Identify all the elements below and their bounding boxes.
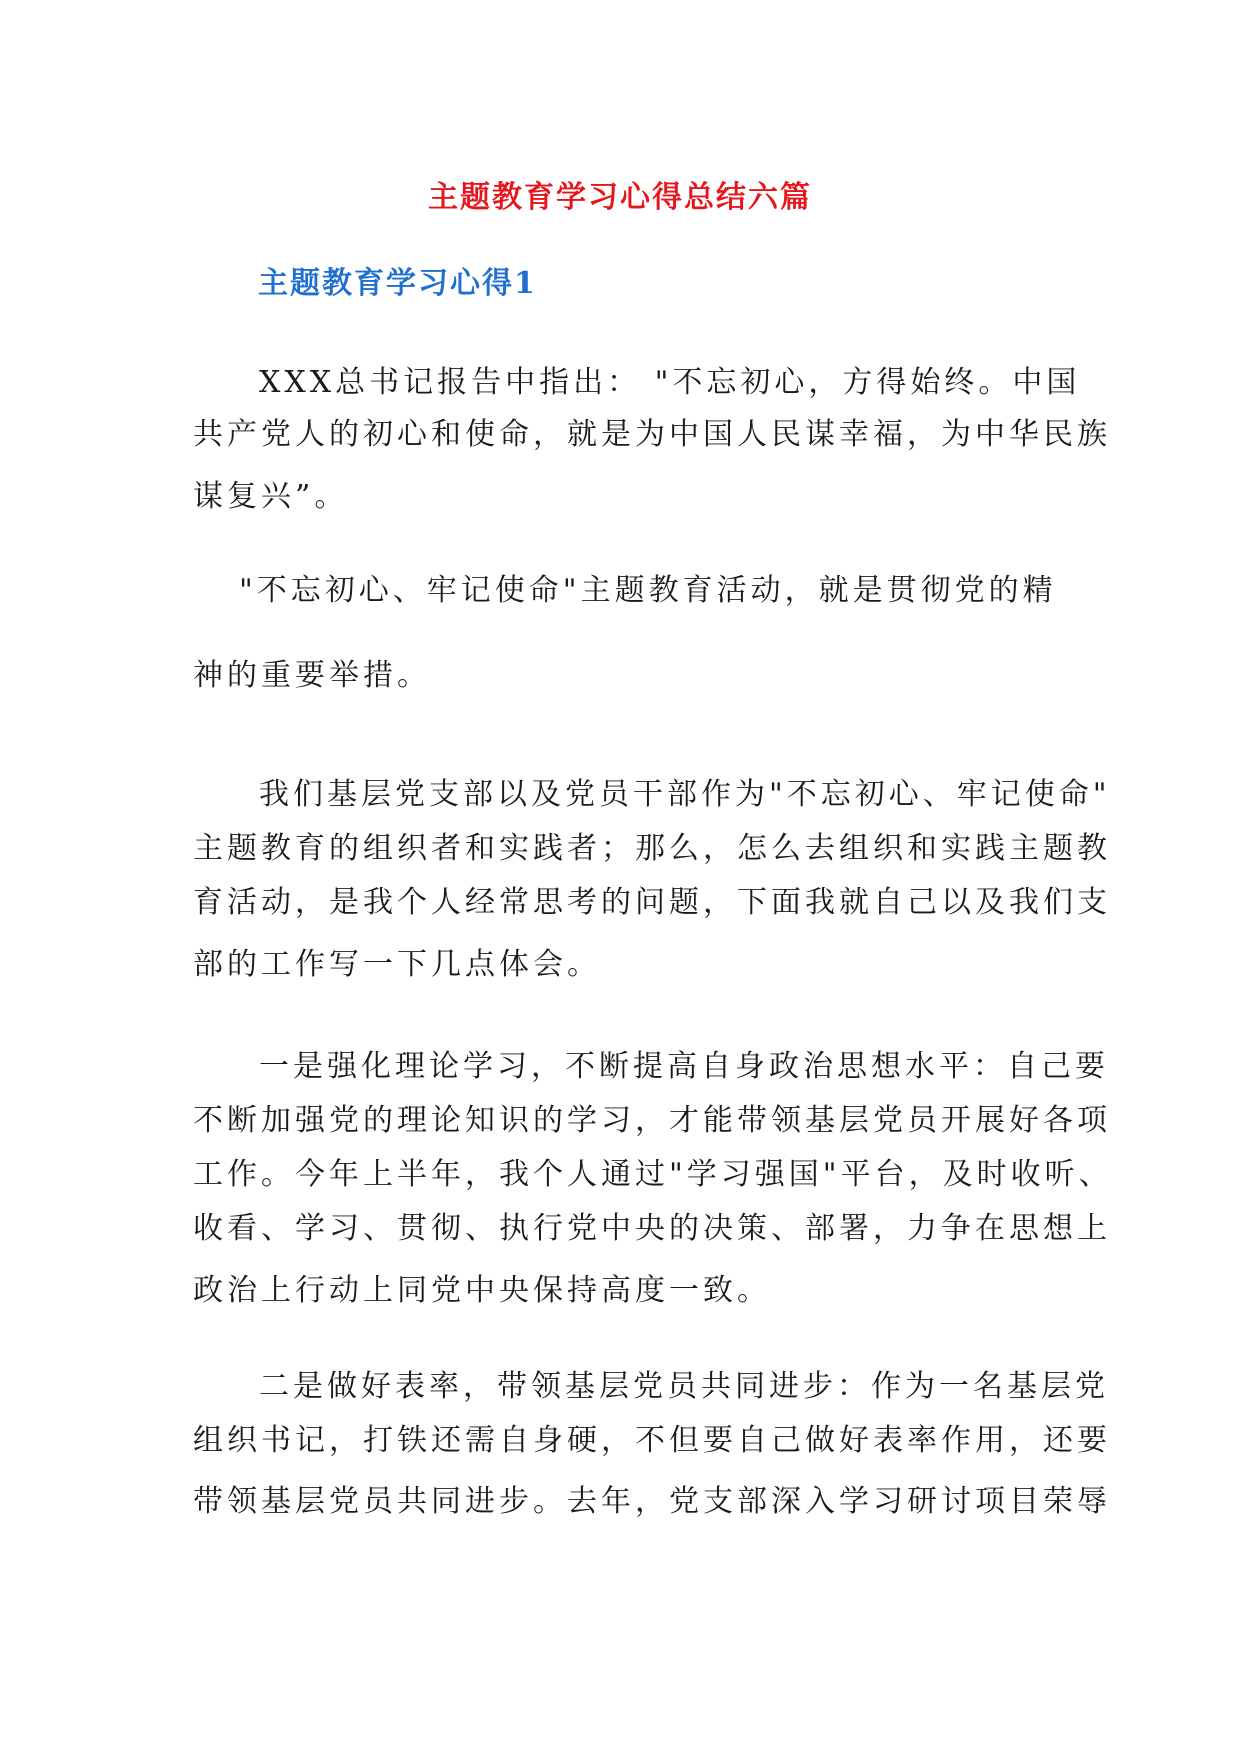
paragraph-line: 收看、学习、贯彻、执行党中央的决策、部署，力争在思想上 [193, 1211, 1111, 1246]
paragraph-line: 谋复兴”。 [193, 479, 349, 514]
paragraph-line: "不忘初心、牢记使命"主题教育活动，就是贯彻党的精 [239, 573, 1057, 608]
paragraph-line: XXX总书记报告中指出： "不忘初心，方得始终。中国 [259, 365, 1081, 400]
paragraph-line: 带领基层党员共同进步。去年，党支部深入学习研讨项目荣辱 [193, 1484, 1111, 1519]
paragraph-line: 一是强化理论学习，不断提高自身政治思想水平：自己要 [259, 1049, 1109, 1084]
paragraph-line: 育活动，是我个人经常思考的问题，下面我就自己以及我们支 [193, 885, 1111, 920]
paragraph-line: 政治上行动上同党中央保持高度一致。 [193, 1273, 771, 1308]
section-heading: 主题教育学习心得1 [258, 266, 537, 301]
paragraph-line: 不断加强党的理论知识的学习，才能带领基层党员开展好各项 [193, 1103, 1111, 1138]
paragraph-line: 工作。今年上半年，我个人通过"学习强国"平台，及时收听、 [193, 1157, 1113, 1192]
paragraph-line: 主题教育的组织者和实践者；那么，怎么去组织和实践主题教 [193, 831, 1111, 866]
paragraph-line: 共产党人的初心和使命，就是为中国人民谋幸福，为中华民族 [193, 417, 1111, 452]
paragraph-line: 二是做好表率，带领基层党员共同进步：作为一名基层党 [259, 1369, 1109, 1404]
paragraph-line: 神的重要举措。 [193, 658, 431, 693]
paragraph-line: 部的工作写一下几点体会。 [193, 947, 601, 982]
document-title: 主题教育学习心得总结六篇 [428, 180, 812, 215]
paragraph-line: 我们基层党支部以及党员干部作为"不忘初心、牢记使命" [259, 777, 1111, 812]
paragraph-line: 组织书记，打铁还需自身硬，不但要自己做好表率作用，还要 [193, 1423, 1111, 1458]
